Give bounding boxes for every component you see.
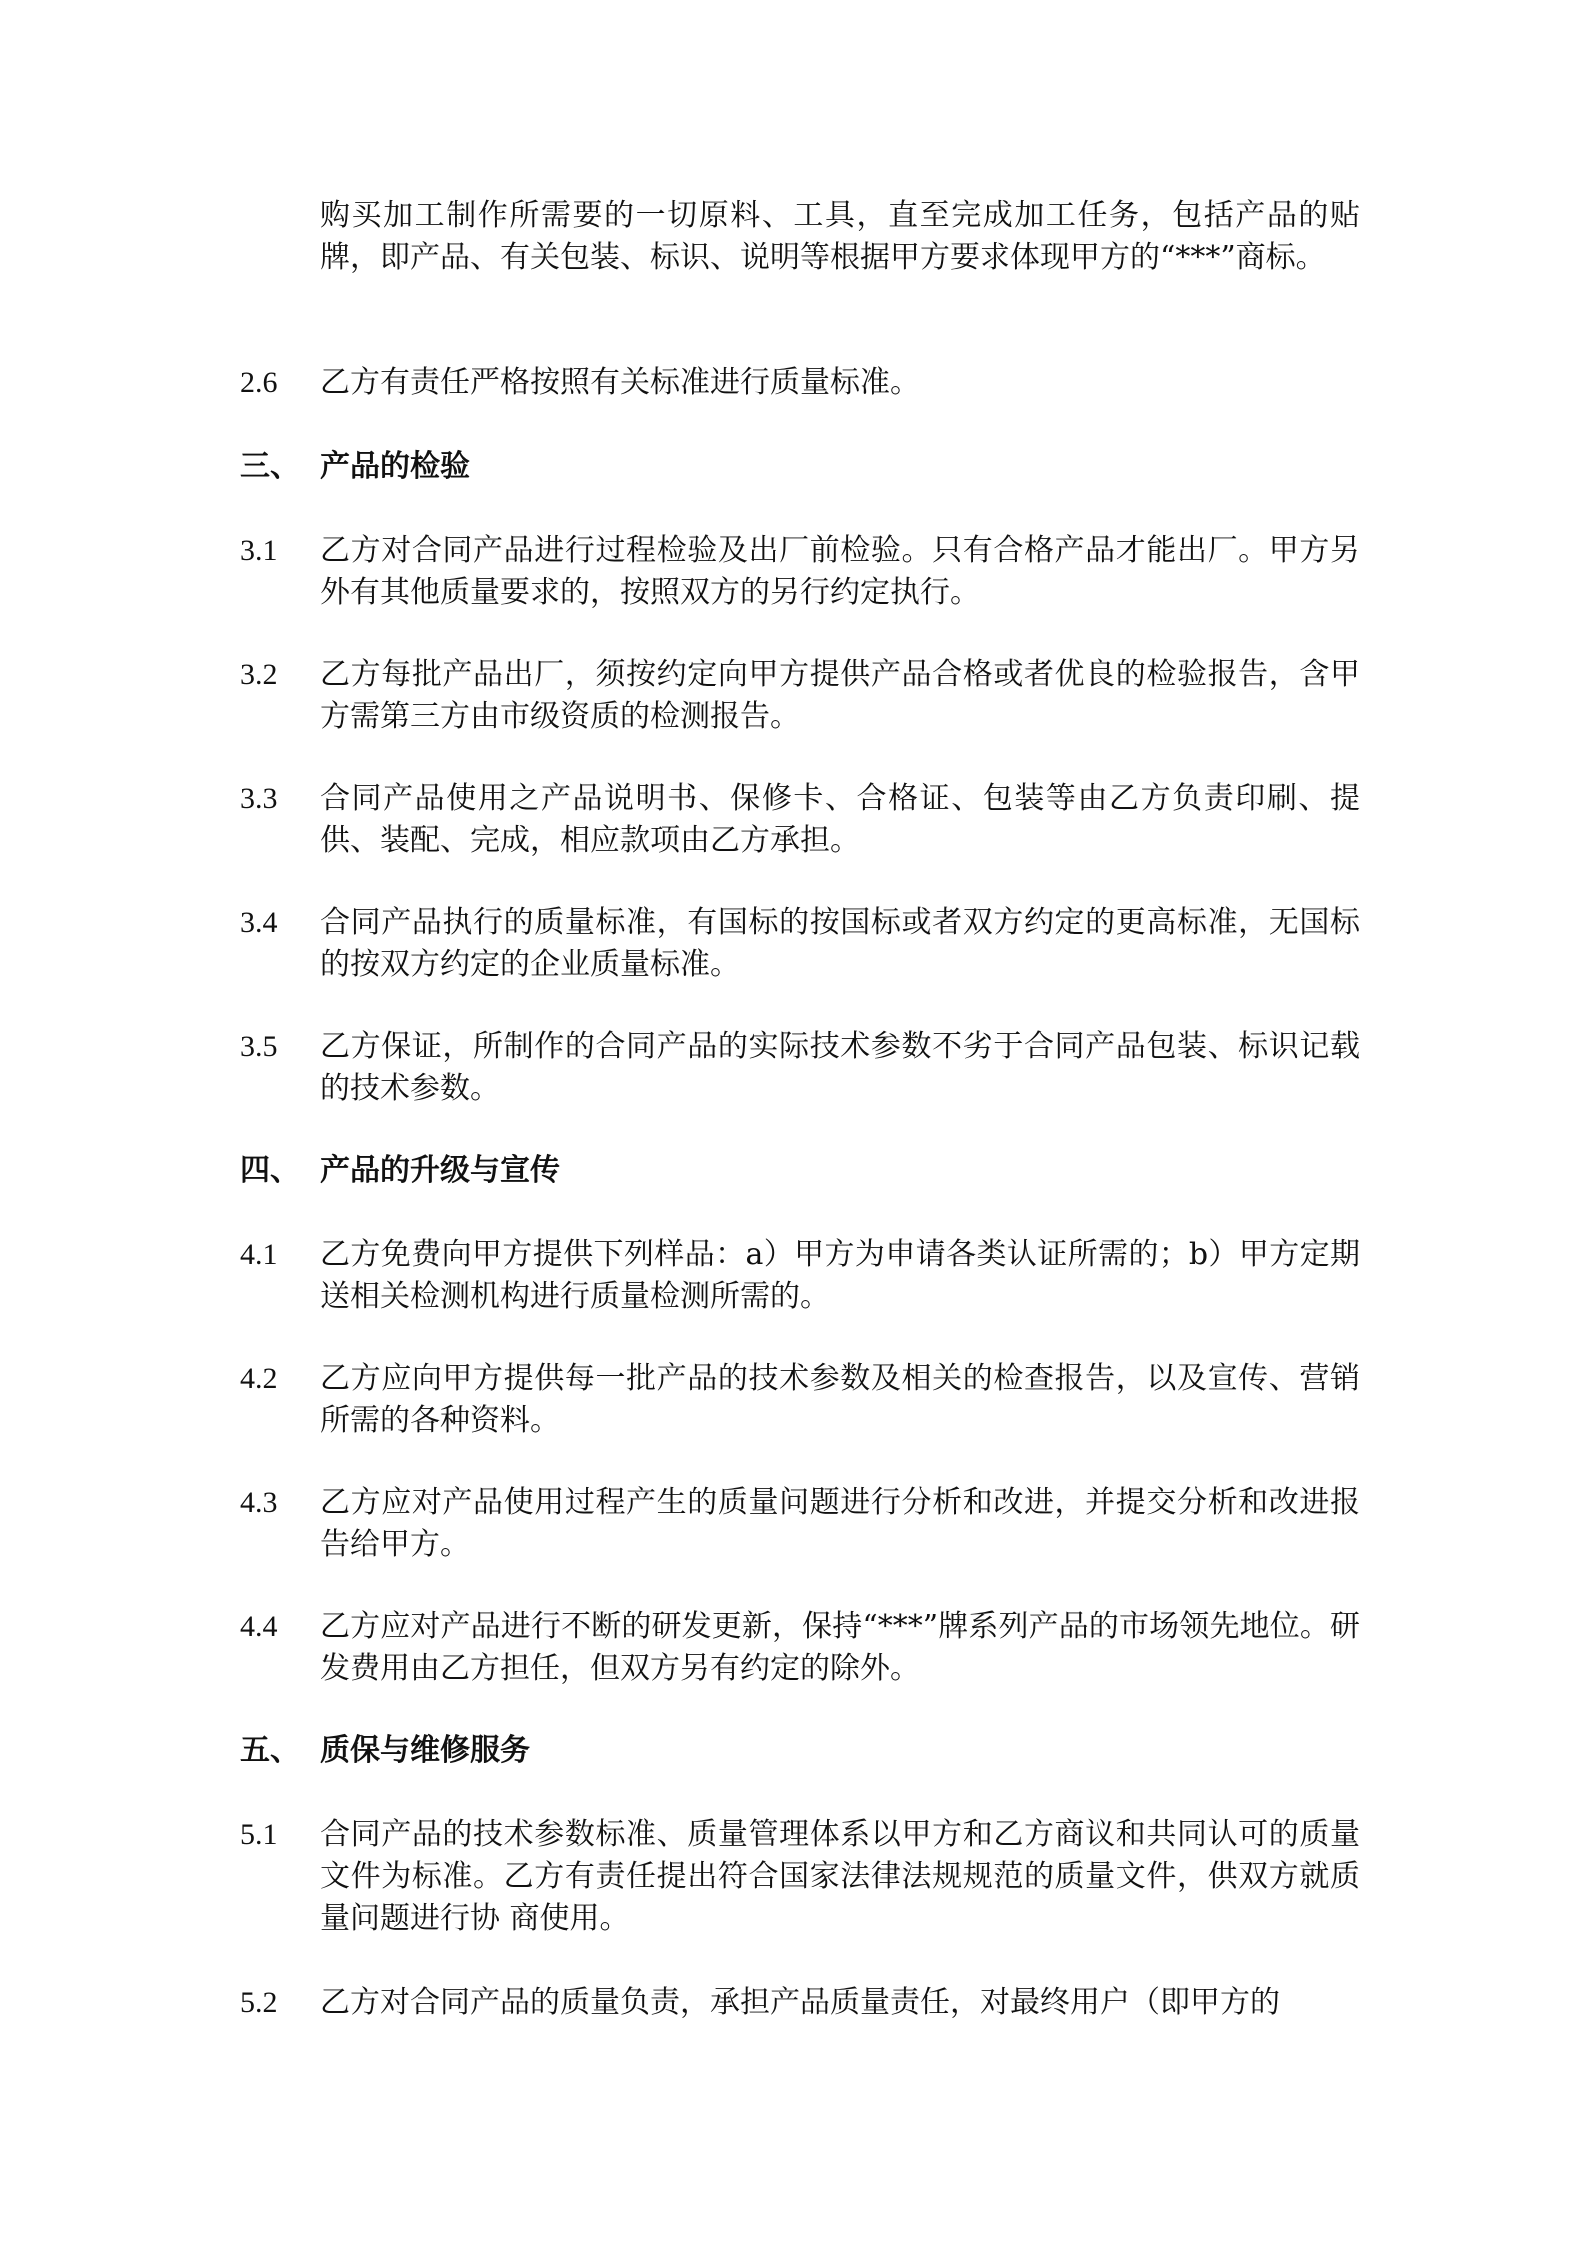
- clause-number: 4.1: [240, 1238, 278, 1271]
- clause-number: 5.2: [240, 1986, 278, 2019]
- clause-text: 乙方保证，所制作的合同产品的实际技术参数不劣于合同产品包装、标识记载的技术参数。: [320, 1029, 1360, 1106]
- clause-text: 合同产品使用之产品说明书、保修卡、合格证、包装等由乙方负责印刷、提供、装配、完成，相应款项由乙方承担。: [320, 781, 1360, 858]
- clause-text: 合同产品的技术参数标准、质量管理体系以甲方和乙方商议和共同认可的质量文件为标准。乙方有责任提出符合国家法律法规规范的质量文件，供双方就质量问题进行协 商使用。: [320, 1817, 1360, 1936]
- clause-text: 乙方免费向甲方提供下列样品：a）甲方为申请各类认证所需的；b）甲方定期送相关检测机构进行质量检测所需的。: [320, 1237, 1360, 1314]
- section-title: 产品的检验: [320, 449, 470, 484]
- clause-number: 3.2: [240, 658, 278, 691]
- clause-text: 乙方有责任严格按照有关标准进行质量标准。: [320, 365, 920, 400]
- clause-text: 乙方应向甲方提供每一批产品的技术参数及相关的检查报告，以及宣传、营销所需的各种资料。: [320, 1361, 1360, 1438]
- clause-number: 2.6: [240, 366, 278, 399]
- clause-text: 乙方对合同产品进行过程检验及出厂前检验。只有合格产品才能出厂。甲方另外有其他质量要求的，按照双方的另行约定执行。: [320, 533, 1360, 610]
- clause-text: 乙方应对产品使用过程产生的质量问题进行分析和改进，并提交分析和改进报告给甲方。: [320, 1485, 1360, 1562]
- clause-number: 4.2: [240, 1362, 278, 1395]
- section-title: 产品的升级与宣传: [320, 1153, 560, 1188]
- clause-number: 3.5: [240, 1030, 278, 1063]
- continuation-paragraph: 购买加工制作所需要的一切原料、工具，直至完成加工任务，包括产品的贴牌，即产品、有关包装、标识、说明等根据甲方要求体现甲方的“***”商标。: [320, 198, 1360, 275]
- section-number: 四、: [240, 1153, 300, 1188]
- clause-text: 乙方每批产品出厂，须按约定向甲方提供产品合格或者优良的检验报告，含甲方需第三方由市级资质的检测报告。: [320, 657, 1360, 734]
- clause-number: 4.3: [240, 1486, 278, 1519]
- clause-text: 合同产品执行的质量标准，有国标的按国标或者双方约定的更高标准，无国标的按双方约定的企业质量标准。: [320, 905, 1360, 982]
- clause-number: 3.3: [240, 782, 278, 815]
- section-title: 质保与维修服务: [320, 1733, 530, 1768]
- clause-number: 3.1: [240, 534, 278, 567]
- clause-text: 乙方对合同产品的质量负责，承担产品质量责任，对最终用户（即甲方的: [320, 1985, 1280, 2020]
- clause-number: 5.1: [240, 1818, 278, 1851]
- section-number: 三、: [240, 449, 300, 484]
- clause-text: 乙方应对产品进行不断的研发更新，保持“***”牌系列产品的市场领先地位。研发费用由乙方担任，但双方另有约定的除外。: [320, 1609, 1360, 1686]
- clause-number: 4.4: [240, 1610, 278, 1643]
- section-number: 五、: [240, 1733, 300, 1768]
- clause-number: 3.4: [240, 906, 278, 939]
